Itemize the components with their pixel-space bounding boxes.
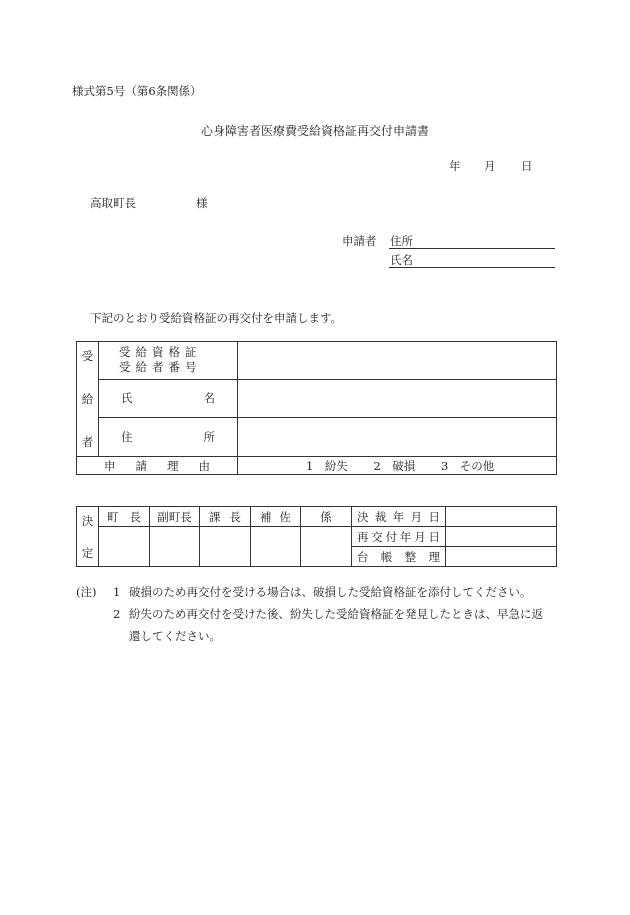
reissue-date-label: 再 交 付 年 月 日 bbox=[352, 527, 446, 547]
recipient-address-field[interactable] bbox=[238, 417, 557, 456]
header-staff: 係 bbox=[301, 507, 352, 527]
notes-prefix: (注) bbox=[76, 585, 97, 599]
intro-text: 下記のとおり受給資格証の再交付を申請します。 bbox=[90, 311, 343, 325]
decision-side-label: 決 定 bbox=[77, 507, 99, 567]
applicant-name-label: 氏名 bbox=[390, 253, 413, 267]
recipient-name-field[interactable] bbox=[238, 379, 557, 417]
applicant-name-field[interactable] bbox=[389, 267, 555, 268]
header-section-chief: 課 長 bbox=[200, 507, 251, 527]
section-chief-stamp-field[interactable] bbox=[200, 527, 251, 567]
address-label-cell: 住 所 bbox=[99, 417, 238, 456]
date-day-label: 日 bbox=[521, 159, 533, 173]
assistant-stamp-field[interactable] bbox=[251, 527, 301, 567]
form-number: 様式第5号（第6条関係） bbox=[72, 84, 202, 98]
certificate-label-cell: 受給資格証 受給者番号 bbox=[99, 342, 238, 380]
reason-option-damaged[interactable]: 2 破損 bbox=[373, 458, 416, 473]
decision-date-field[interactable] bbox=[446, 507, 557, 527]
note-1-number: 1 bbox=[113, 585, 121, 599]
note-1-text: 破損のため再交付を受ける場合は、破損した受給資格証を添付してください。 bbox=[129, 585, 532, 599]
page-title: 心身障害者医療費受給資格証再交付申請書 bbox=[201, 124, 430, 138]
date-year-label: 年 bbox=[449, 159, 461, 173]
reason-option-lost[interactable]: 1 紛失 bbox=[306, 458, 348, 473]
applicant-label: 申請者 bbox=[342, 234, 377, 248]
reason-label-cell: 申 請 理 由 bbox=[77, 457, 238, 475]
mayor-stamp-field[interactable] bbox=[99, 527, 150, 567]
note-2-text: 紛失のため再交付を受けた後、紛失した受給資格証を発見したときは、早急に返 bbox=[129, 607, 543, 621]
reason-options-cell bbox=[238, 457, 557, 475]
recipient-side-label: 受 給 者 bbox=[77, 342, 99, 457]
ledger-field[interactable] bbox=[446, 547, 557, 567]
applicant-address-field[interactable] bbox=[389, 248, 555, 249]
note-2-continuation: 還してください。 bbox=[129, 629, 221, 643]
reissue-date-field[interactable] bbox=[446, 527, 557, 547]
note-2-number: 2 bbox=[113, 607, 121, 621]
header-deputy-mayor: 副町長 bbox=[150, 507, 200, 527]
addressee-honorific: 様 bbox=[196, 196, 208, 210]
applicant-address-label: 住所 bbox=[390, 234, 413, 248]
addressee-name: 高取町長 bbox=[90, 196, 136, 210]
header-assistant: 補 佐 bbox=[251, 507, 301, 527]
deputy-mayor-stamp-field[interactable] bbox=[150, 527, 200, 567]
decision-table bbox=[76, 506, 557, 567]
notes-section bbox=[76, 581, 566, 647]
date-month-label: 月 bbox=[484, 159, 496, 173]
header-mayor: 町 長 bbox=[99, 507, 150, 527]
staff-stamp-field[interactable] bbox=[301, 527, 352, 567]
certificate-number-field[interactable] bbox=[238, 342, 557, 380]
recipient-table bbox=[76, 341, 557, 475]
reason-option-other[interactable]: 3 その他 bbox=[440, 458, 495, 473]
ledger-label: 台 帳 整 理 bbox=[352, 547, 446, 567]
name-label-cell: 氏 名 bbox=[99, 379, 238, 417]
decision-date-label: 決 裁 年 月 日 bbox=[352, 507, 446, 527]
